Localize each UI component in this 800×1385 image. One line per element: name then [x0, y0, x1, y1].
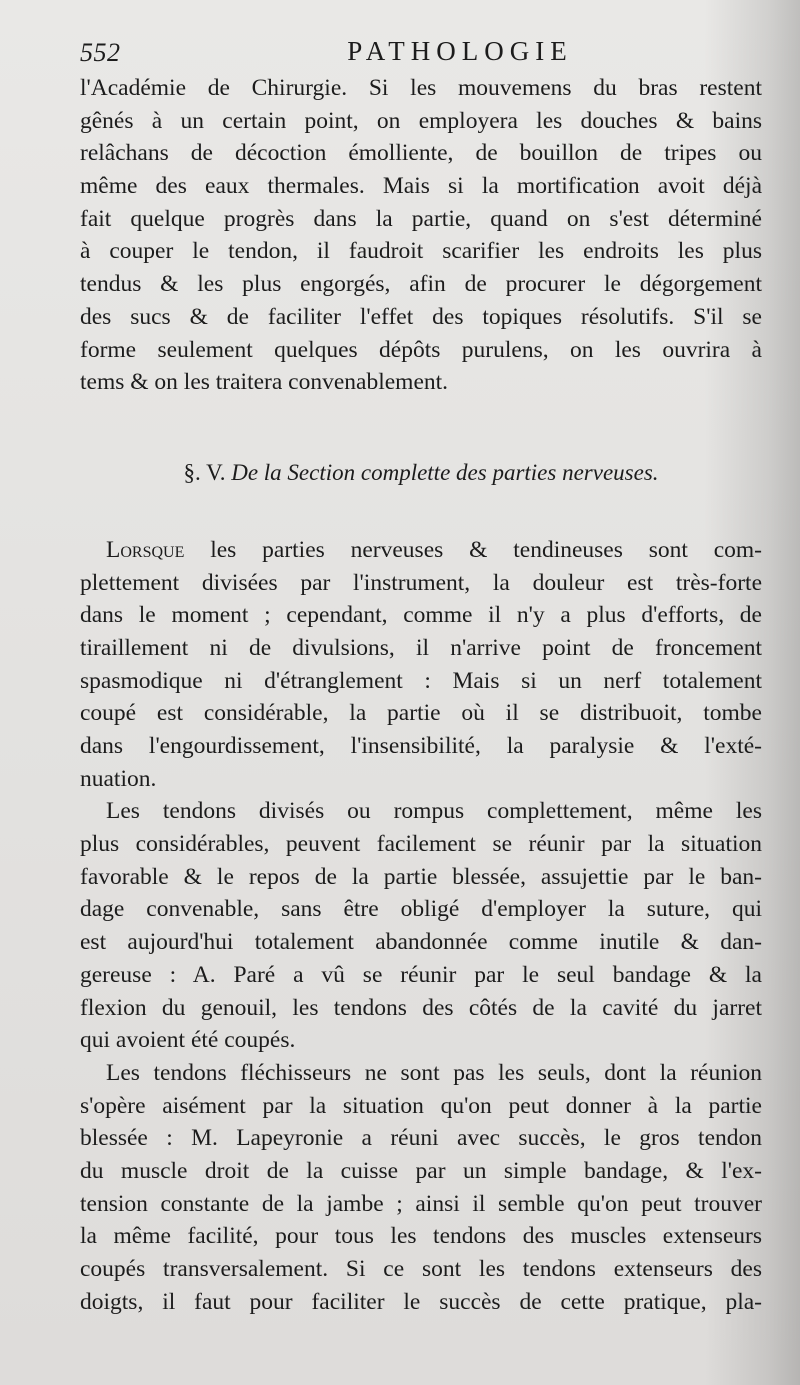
text-line — [80, 534, 762, 567]
section-number: §. V. — [183, 459, 226, 485]
text-line: qui avoient été coupés. — [80, 1027, 296, 1054]
text-line: dage convenable, sans être obligé d'employer la suture, qui — [80, 896, 762, 923]
page-header — [80, 36, 760, 70]
text-line: la même facilité, pour tous les tendons des muscles extenseurs — [80, 1223, 762, 1250]
text-line: tension constante de la jambe ; ainsi il semble qu'on peut trouver — [80, 1190, 762, 1217]
paragraph-2 — [80, 534, 762, 796]
text-line: coupé est considérable, la partie où il se distribuoit, tombe — [80, 700, 762, 727]
text-line: forme seulement quelques dépôts purulens, on les ouvrira à — [80, 336, 762, 363]
text-line: tendus & les plus engorgés, afin de procurer le dégorgement — [80, 271, 762, 298]
text-line: blessée : M. Lapeyronie a réuni avec succès, le gros tendon — [80, 1125, 762, 1152]
body-text — [80, 72, 762, 1318]
text-line: l'Académie de Chirurgie. Si les mouvemens du bras restent — [80, 75, 762, 101]
text-line: du muscle droit de la cuisse par un simple bandage, & l'ex- — [80, 1157, 762, 1184]
text-line: Les tendons divisés ou rompus complettement, même les — [106, 798, 762, 825]
text-line: flexion du genouil, les tendons des côtés de la cavité du jarret — [80, 994, 762, 1021]
section-heading — [80, 457, 762, 489]
text-line: est aujourd'hui totalement abandonnée comme inutile & dan- — [80, 929, 762, 956]
text-line: Les tendons fléchisseurs ne sont pas les seuls, dont la réunion — [106, 1059, 762, 1086]
text-line: dans le moment ; cependant, comme il n'y a plus d'efforts, de — [80, 602, 762, 629]
first-line-rest: les parties nerveuses & tendineuses sont com- — [184, 536, 762, 563]
text-line: des sucs & de faciliter l'effet des topiques résolutifs. S'il se — [80, 303, 762, 330]
text-line: gereuse : A. Paré a vû se réunir par le seul bandage & la — [80, 961, 762, 988]
paragraph-3 — [80, 795, 762, 1057]
text-line: plettement divisées par l'instrument, la douleur est très-forte — [80, 569, 762, 596]
text-line: favorable & le repos de la partie blessée, assujettie par le ban- — [80, 863, 762, 890]
text-line: fait quelque progrès dans la partie, quand on s'est déterminé — [80, 205, 762, 232]
text-line: spasmodique ni d'étranglement : Mais si un nerf totalement — [80, 667, 762, 694]
text-line: dans l'engourdissement, l'insensibilité, la paralysie & l'exté- — [80, 733, 762, 759]
first-word: Lorsque — [106, 536, 185, 563]
text-line: plus considérables, peuvent facilement se réunir par la situation — [80, 831, 762, 858]
text-line: relâchans de décoction émolliente, de bouillon de tripes ou — [80, 140, 762, 167]
text-line: même des eaux thermales. Mais si la mortification avoit déjà — [80, 173, 762, 200]
section-title: De la Section complette des parties nerveuses. — [231, 459, 659, 485]
text-line: à couper le tendon, il faudroit scarifier les endroits les plus — [80, 238, 762, 265]
text-line: tems & on les traitera convenablement. — [80, 369, 449, 396]
text-line: s'opère aisément par la situation qu'on peut donner à la partie — [80, 1092, 762, 1119]
text-line: coupés transversalement. Si ce sont les tendons extenseurs des — [80, 1256, 762, 1282]
text-line: doigts, il faut pour faciliter le succès de cette pratique, pla- — [80, 1288, 762, 1315]
text-line: tiraillement ni de divulsions, il n'arrive point de froncement — [80, 634, 762, 661]
text-line: gênés à un certain point, on employera les douches & bains — [80, 107, 762, 134]
paragraph-4 — [80, 1057, 762, 1319]
paragraph-1 — [80, 72, 762, 399]
running-title: PATHOLOGIE — [347, 36, 573, 66]
text-line: nuation. — [80, 765, 157, 792]
page-number: 552 — [80, 38, 121, 67]
